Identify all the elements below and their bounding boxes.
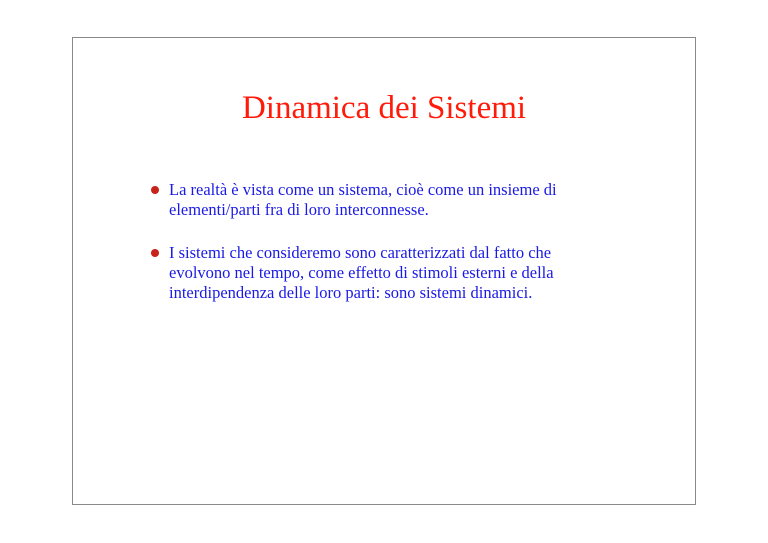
slide-frame [72,37,696,505]
bullet-line: elementi/parti fra di loro interconnesse. [169,200,429,219]
bullet-item [151,180,651,220]
bullet-dot-icon [151,186,159,194]
bullet-line: La realtà è vista come un sistema, cioè come un insieme di [169,180,557,199]
bullet-line: evolvono nel tempo, come effetto di stimoli esterni e della [169,263,554,282]
bullet-line: I sistemi che consideremo sono caratterizzati dal fatto che [169,243,552,262]
slide-title: Dinamica dei Sistemi [241,90,527,126]
bullet-item [151,243,651,303]
bullet-line: interdipendenza delle loro parti: sono sistemi dinamici. [169,283,533,302]
bullet-dot-icon [151,249,159,257]
bullet-list [151,180,651,326]
